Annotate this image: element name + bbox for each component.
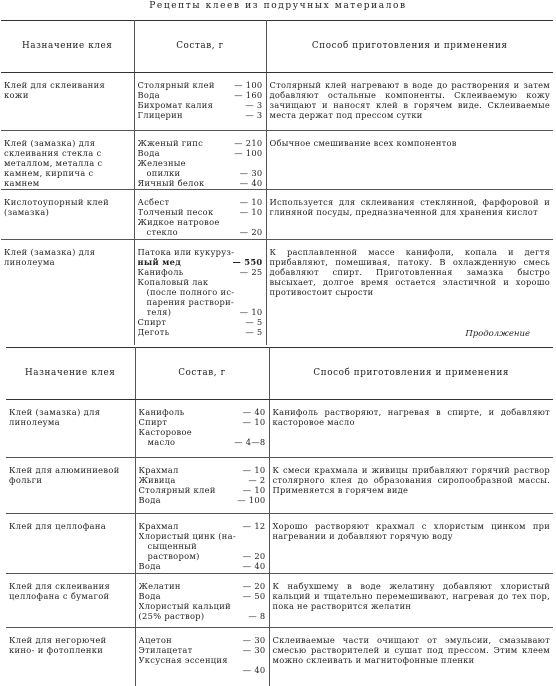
table-row bbox=[6, 574, 553, 628]
table-row bbox=[1, 131, 553, 190]
header-method: Способ приготовления и применения bbox=[269, 348, 553, 400]
table-row bbox=[6, 628, 553, 686]
ingredient-quantity: — 30 bbox=[242, 635, 266, 645]
ingredient-name: теля) bbox=[146, 307, 172, 318]
ingredient-name: Столярный клей bbox=[137, 80, 215, 90]
header-method: Способ приготовления и применения bbox=[266, 21, 553, 73]
glue-purpose: Клей для негорючей кино- и фотопленки bbox=[6, 628, 135, 686]
ingredient-name: Ацетон bbox=[138, 635, 172, 645]
table-header-row bbox=[1, 21, 553, 73]
ingredient-quantity: — 100 bbox=[234, 148, 263, 159]
ingredient-name: стекло bbox=[146, 226, 178, 237]
ingredient-line bbox=[139, 541, 266, 551]
ingredient-name: раствором) bbox=[147, 551, 200, 562]
ingredient-name: Копаловый лак bbox=[137, 276, 209, 287]
ingredient-quantity: — 2 bbox=[248, 475, 266, 486]
header-purpose: Назначение клея bbox=[1, 21, 134, 73]
glue-composition bbox=[134, 189, 266, 239]
ingredient-quantity: — 12 bbox=[242, 521, 266, 531]
ingredient-line bbox=[139, 475, 266, 485]
recipes-table-1-body bbox=[1, 21, 553, 346]
ingredient-name: ный мед bbox=[137, 256, 182, 267]
ingredient-name: Вода bbox=[138, 495, 161, 506]
glue-composition bbox=[135, 514, 269, 574]
ingredient-name: Патока или кукуруз- bbox=[137, 246, 235, 257]
ingredient-quantity: — 40 bbox=[239, 178, 263, 189]
ingredient-line bbox=[138, 267, 263, 277]
ingredient-line bbox=[139, 601, 266, 611]
ingredient-name: опилки bbox=[146, 168, 181, 179]
ingredient-quantity: — 20 bbox=[242, 581, 266, 591]
glue-method: К набухшему в воде желатину добавляют хлористый кальций и тщательно перемешивают, нагревая до тех пор, пока не растворится желатин bbox=[269, 574, 553, 628]
glue-purpose: Кислотоупорный клей (замазка) bbox=[1, 189, 134, 239]
ingredient-name: Этилацетат bbox=[138, 645, 193, 656]
ingredient-quantity bbox=[264, 541, 266, 551]
ingredient-name: Бихромат калия bbox=[137, 100, 214, 111]
ingredient-name: масло bbox=[147, 437, 176, 448]
ingredient-quantity: — 10 bbox=[239, 196, 263, 207]
ingredient-line bbox=[138, 100, 263, 110]
ingredient-name: (после полного ис- bbox=[146, 286, 235, 297]
glue-composition bbox=[134, 131, 266, 190]
glue-composition bbox=[135, 400, 269, 458]
ingredient-name: Вода bbox=[138, 561, 161, 572]
ingredient-line bbox=[138, 297, 263, 307]
ingredient-quantity: — 3 bbox=[245, 100, 263, 111]
ingredient-name: Яичный белок bbox=[137, 178, 205, 189]
ingredient-name: Деготь bbox=[137, 327, 170, 338]
ingredient-name: Крахмал bbox=[138, 521, 179, 531]
ingredient-line bbox=[139, 551, 266, 561]
ingredient-line bbox=[138, 110, 263, 120]
ingredient-quantity: — 30 bbox=[239, 168, 263, 179]
ingredient-name: Вода bbox=[137, 148, 160, 159]
glue-method: К расплавленной массе канифоли, копала и дегтя прибавляют, помешивая, патоку. В охлажденную смесь добавляют спирт. Приготовленная замазка быстро высыхает, долгое время остается эластичной и хорошо противостоит сырости bbox=[269, 246, 550, 297]
ingredient-line bbox=[138, 80, 263, 90]
table-header-row bbox=[6, 348, 553, 400]
recipes-table-1 bbox=[1, 20, 553, 345]
ingredient-line bbox=[139, 407, 266, 417]
ingredient-name: Столярный клей bbox=[138, 485, 216, 496]
ingredient-line bbox=[138, 90, 263, 100]
ingredient-quantity: — 5 bbox=[245, 317, 263, 328]
ingredient-quantity: — 20 bbox=[239, 226, 263, 237]
ingredient-line bbox=[138, 307, 263, 317]
glue-composition bbox=[135, 574, 269, 628]
ingredient-line bbox=[138, 217, 263, 227]
ingredient-line bbox=[138, 287, 263, 297]
ingredient-quantity: — 10 bbox=[239, 206, 263, 217]
ingredient-line bbox=[139, 465, 266, 475]
ingredient-name: Хлористый кальций bbox=[138, 601, 231, 612]
ingredient-quantity: — 40 bbox=[242, 407, 266, 417]
ingredient-name: Толченый песок bbox=[137, 206, 214, 217]
ingredient-name: Хлористый цинк (на- bbox=[138, 531, 236, 542]
ingredient-line bbox=[139, 665, 266, 675]
ingredient-name: сыщенный bbox=[147, 541, 197, 552]
ingredient-quantity: — 10 bbox=[242, 465, 266, 475]
ingredient-quantity: — 25 bbox=[239, 266, 263, 277]
table-row bbox=[1, 73, 553, 131]
ingredient-line bbox=[139, 485, 266, 495]
table-row bbox=[6, 458, 553, 514]
recipes-table-2 bbox=[6, 347, 553, 686]
ingredient-quantity: — 100 bbox=[237, 495, 266, 506]
recipes-table-2-body bbox=[6, 348, 553, 686]
ingredient-quantity: — 30 bbox=[242, 645, 266, 656]
glue-purpose: Клей для целлофана bbox=[6, 514, 135, 574]
ingredient-line bbox=[138, 168, 263, 178]
glue-method: Обычное смешивание всех компонентов bbox=[266, 131, 553, 190]
ingredient-line bbox=[138, 277, 263, 287]
ingredient-quantity: — 550 bbox=[232, 256, 263, 267]
header-composition: Состав, г bbox=[134, 21, 266, 73]
header-purpose: Назначение клея bbox=[6, 348, 135, 400]
ingredient-quantity bbox=[261, 287, 263, 297]
ingredient-name: Спирт bbox=[137, 317, 167, 328]
ingredient-line bbox=[138, 148, 263, 158]
ingredient-name: Вода bbox=[137, 90, 160, 101]
ingredient-quantity bbox=[261, 158, 263, 168]
ingredient-line bbox=[138, 227, 263, 237]
glue-purpose: Клей для склеивания кожи bbox=[1, 73, 134, 131]
glue-composition bbox=[134, 73, 266, 131]
ingredient-quantity bbox=[264, 601, 266, 611]
ingredient-line bbox=[138, 257, 263, 267]
ingredient-quantity: — 10 bbox=[242, 485, 266, 496]
glue-method: Столярный клей нагревают в воде до растворения и затем добавляют остальные компоненты. Склеиваемую кожу зачищают и наносят клей в горячем виде. Склеиваемые места держат под прессом сутки bbox=[266, 73, 553, 131]
ingredient-name: Спирт bbox=[138, 417, 168, 428]
ingredient-quantity bbox=[261, 247, 263, 257]
glue-method: К смеси крахмала и живицы прибавляют горячий раствор столярного клея до образования сиропообразной массы. Применяется в горячем виде bbox=[269, 458, 553, 514]
ingredient-name: Глицерин bbox=[137, 110, 183, 121]
ingredient-line bbox=[138, 158, 263, 168]
ingredient-name: Канифоль bbox=[137, 266, 184, 277]
ingredient-quantity: — 5 bbox=[245, 327, 263, 338]
ingredient-line bbox=[139, 591, 266, 601]
table-row bbox=[6, 400, 553, 458]
ingredient-quantity: — 3 bbox=[245, 110, 263, 121]
ingredient-line bbox=[138, 178, 263, 188]
ingredient-line bbox=[139, 417, 266, 427]
header-composition: Состав, г bbox=[135, 348, 269, 400]
ingredient-quantity: — 8 bbox=[248, 611, 266, 622]
ingredient-name: парения раствори- bbox=[146, 297, 235, 308]
ingredient-quantity: — 160 bbox=[234, 90, 263, 101]
ingredient-name: Крахмал bbox=[138, 465, 179, 475]
glue-purpose: Клей (замазка) для склеивания стекла с металлом, металла с камнем, кирпича с камнем bbox=[1, 131, 134, 190]
ingredient-name: Жженый гипс bbox=[137, 138, 204, 148]
ingredient-quantity: — 100 bbox=[234, 80, 263, 90]
ingredient-line bbox=[139, 581, 266, 591]
ingredient-line bbox=[138, 197, 263, 207]
glue-method: Используется для склеивания стеклянной, фарфоровой и глиняной посуды, предназначенной для хранения кислот bbox=[266, 189, 553, 239]
ingredient-quantity bbox=[264, 655, 266, 665]
ingredient-name: Жидкое натровое bbox=[137, 216, 220, 227]
ingredient-quantity: — 10 bbox=[242, 417, 266, 428]
glue-composition bbox=[135, 458, 269, 514]
glue-purpose: Клей для склеивания целлофана с бумагой bbox=[6, 574, 135, 628]
ingredient-line bbox=[139, 611, 266, 621]
ingredient-quantity: — 10 bbox=[239, 307, 263, 318]
ingredient-line bbox=[139, 645, 266, 655]
ingredient-line bbox=[138, 138, 263, 148]
ingredient-quantity bbox=[261, 297, 263, 307]
ingredient-line bbox=[138, 327, 263, 337]
glue-purpose: Клей (замазка) для линолеума bbox=[1, 239, 134, 345]
ingredient-line bbox=[138, 317, 263, 327]
ingredient-line bbox=[139, 655, 266, 665]
ingredient-line bbox=[139, 635, 266, 645]
glue-method: Хорошо растворяют крахмал с хлористым цинком при нагревании и добавляют горячую воду bbox=[269, 514, 553, 574]
continuation-label: Продолжение bbox=[465, 329, 530, 339]
ingredient-line bbox=[139, 521, 266, 531]
ingredient-quantity: — 20 bbox=[242, 551, 266, 562]
ingredient-name: Живица bbox=[138, 475, 176, 486]
ingredient-line bbox=[139, 561, 266, 571]
table-row bbox=[6, 514, 553, 574]
table-row bbox=[1, 189, 553, 239]
ingredient-name: Железные bbox=[137, 158, 186, 169]
glue-composition bbox=[134, 239, 266, 345]
ingredient-name: (25% раствор) bbox=[138, 611, 205, 622]
ingredient-name: Уксусная эссенция bbox=[138, 655, 228, 666]
ingredient-line bbox=[138, 247, 263, 257]
ingredient-quantity bbox=[264, 531, 266, 541]
ingredient-quantity: — 210 bbox=[234, 138, 263, 148]
ingredient-name: Вода bbox=[138, 591, 161, 602]
glue-purpose: Клей для алюминиевой фольги bbox=[6, 458, 135, 514]
ingredient-line bbox=[139, 531, 266, 541]
ingredient-name: Желатин bbox=[138, 581, 181, 591]
glue-composition bbox=[135, 628, 269, 686]
glue-purpose: Клей (замазка) для линолеума bbox=[6, 400, 135, 458]
ingredient-name: Касторовое bbox=[138, 427, 192, 438]
ingredient-line bbox=[139, 495, 266, 505]
ingredient-name: Асбест bbox=[137, 196, 170, 207]
ingredient-name: Канифоль bbox=[138, 407, 185, 417]
ingredient-line bbox=[139, 437, 266, 447]
page-title: Рецепты клеев из подручных материалов bbox=[149, 1, 407, 11]
ingredient-quantity: — 40 bbox=[242, 561, 266, 572]
ingredient-quantity bbox=[264, 427, 266, 437]
glue-method: Склеиваемые части очищают от эмульсии, смазывают смесью растворителей и сушат под прессом. Этим клеем можно склеивать и магнитофонные пленки bbox=[272, 635, 550, 666]
ingredient-quantity bbox=[261, 277, 263, 287]
ingredient-line bbox=[138, 207, 263, 217]
ingredient-quantity bbox=[261, 217, 263, 227]
glue-method: Канифоль растворяют, нагревая в спирте, и добавляют касторовое масло bbox=[269, 400, 553, 458]
ingredient-quantity: — 4—8 bbox=[234, 437, 266, 448]
ingredient-quantity: — 50 bbox=[242, 591, 266, 602]
ingredient-line bbox=[139, 427, 266, 437]
ingredient-quantity: — 40 bbox=[242, 665, 266, 676]
